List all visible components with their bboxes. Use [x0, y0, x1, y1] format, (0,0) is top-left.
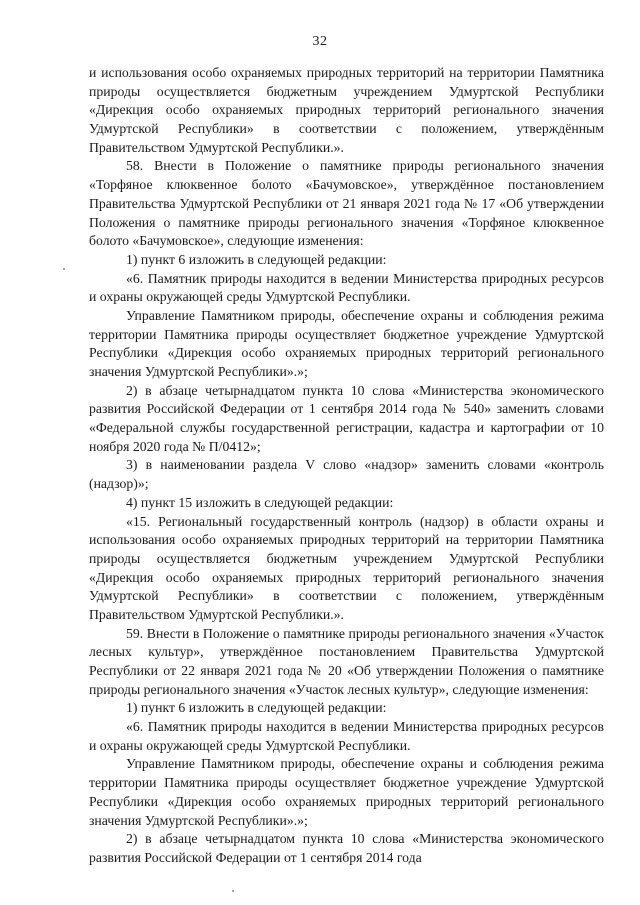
paragraph: «6. Памятник природы находится в ведении Министерства природных ресурсов и охраны окружающей среды Удмуртской Республики. — [89, 719, 604, 753]
scan-speck — [63, 268, 65, 270]
paragraph: 1) пункт 6 изложить в следующей редакции: — [126, 251, 387, 267]
scan-speck — [232, 890, 234, 892]
paragraph: Управление Памятником природы, обеспечение охраны и соблюдения режима территории Памятника природы осуществляет бюджетное учреждение Удмуртской Республики «Дирекция особо охраняемых природных территорий регионального значения Удмуртской Республики».»; — [89, 307, 604, 379]
paragraph: 2) в абзаце четырнадцатом пункта 10 слова «Министерства экономического развития Российской Федерации от 1 сентября 2014 года — [89, 831, 604, 865]
document-body — [89, 64, 604, 868]
paragraph: 4) пункт 15 изложить в следующей редакции: — [126, 494, 394, 510]
paragraph: и использования особо охраняемых природных территорий на территории Памятника природы осуществляется бюджетным учреждением Удмуртской Республики «Дирекция особо охраняемых природных территорий регионального значения Удмуртской Республики» в соответствии с положением, утверждённым Правительством Удмуртской Республики.». — [89, 65, 604, 155]
paragraph: Управление Памятником природы, обеспечение охраны и соблюдения режима территории Памятника природы осуществляет бюджетное учреждение Удмуртской Республики «Дирекция особо охраняемых природных территорий регионального значения Удмуртской Республики».»; — [89, 756, 604, 828]
paragraph: 3) в наименовании раздела V слово «надзор» заменить словами «контроль (надзор)»; — [89, 457, 604, 492]
paragraph: «15. Региональный государственный контроль (надзор) в области охраны и использования особо охраняемых природных территорий на территории Памятника природы осуществляется бюджетным учреждением Удмуртской Республики «Дирекция особо охраняемых природных территорий регионального значения Удмуртской Республики» в соответствии с положением, утверждённым Правительством Удмуртской Республики.». — [89, 513, 604, 622]
paragraph: 2) в абзаце четырнадцатом пункта 10 слова «Министерства экономического развития Российской Федерации от 1 сентября 2014 года № 540» заменить словами «Федеральной службы государственной регистрации, кадастра и картографии от 10 ноября 2020 года № П/0412»; — [89, 382, 604, 454]
page-number: 32 — [312, 34, 328, 49]
paragraph: 58. Внести в Положение о памятнике природы регионального значения «Торфяное клюквенное болото «Бачумовское», утверждённое постановлением Правительства Удмуртской Республики от 21 января 2021 года № 17 «Об утверждении Положения о памятнике природы регионального значения «Торфяное клюквенное болото «Бачумовское», следующие изменения: — [89, 158, 604, 249]
paragraph: 1) пункт 6 изложить в следующей редакции: — [126, 700, 387, 716]
paragraph: «6. Памятник природы находится в ведении Министерства природных ресурсов и охраны окружающей среды Удмуртской Республики. — [89, 270, 604, 305]
paragraph: 59. Внести в Положение о памятнике природы регионального значения «Участок лесных культур», утверждённое постановлением Правительства Удмуртской Республики от 22 января 2021 года № 20 «Об утверждении Положения о памятнике природы регионального значения «Участок лесных культур», следующие изменения: — [89, 625, 604, 697]
